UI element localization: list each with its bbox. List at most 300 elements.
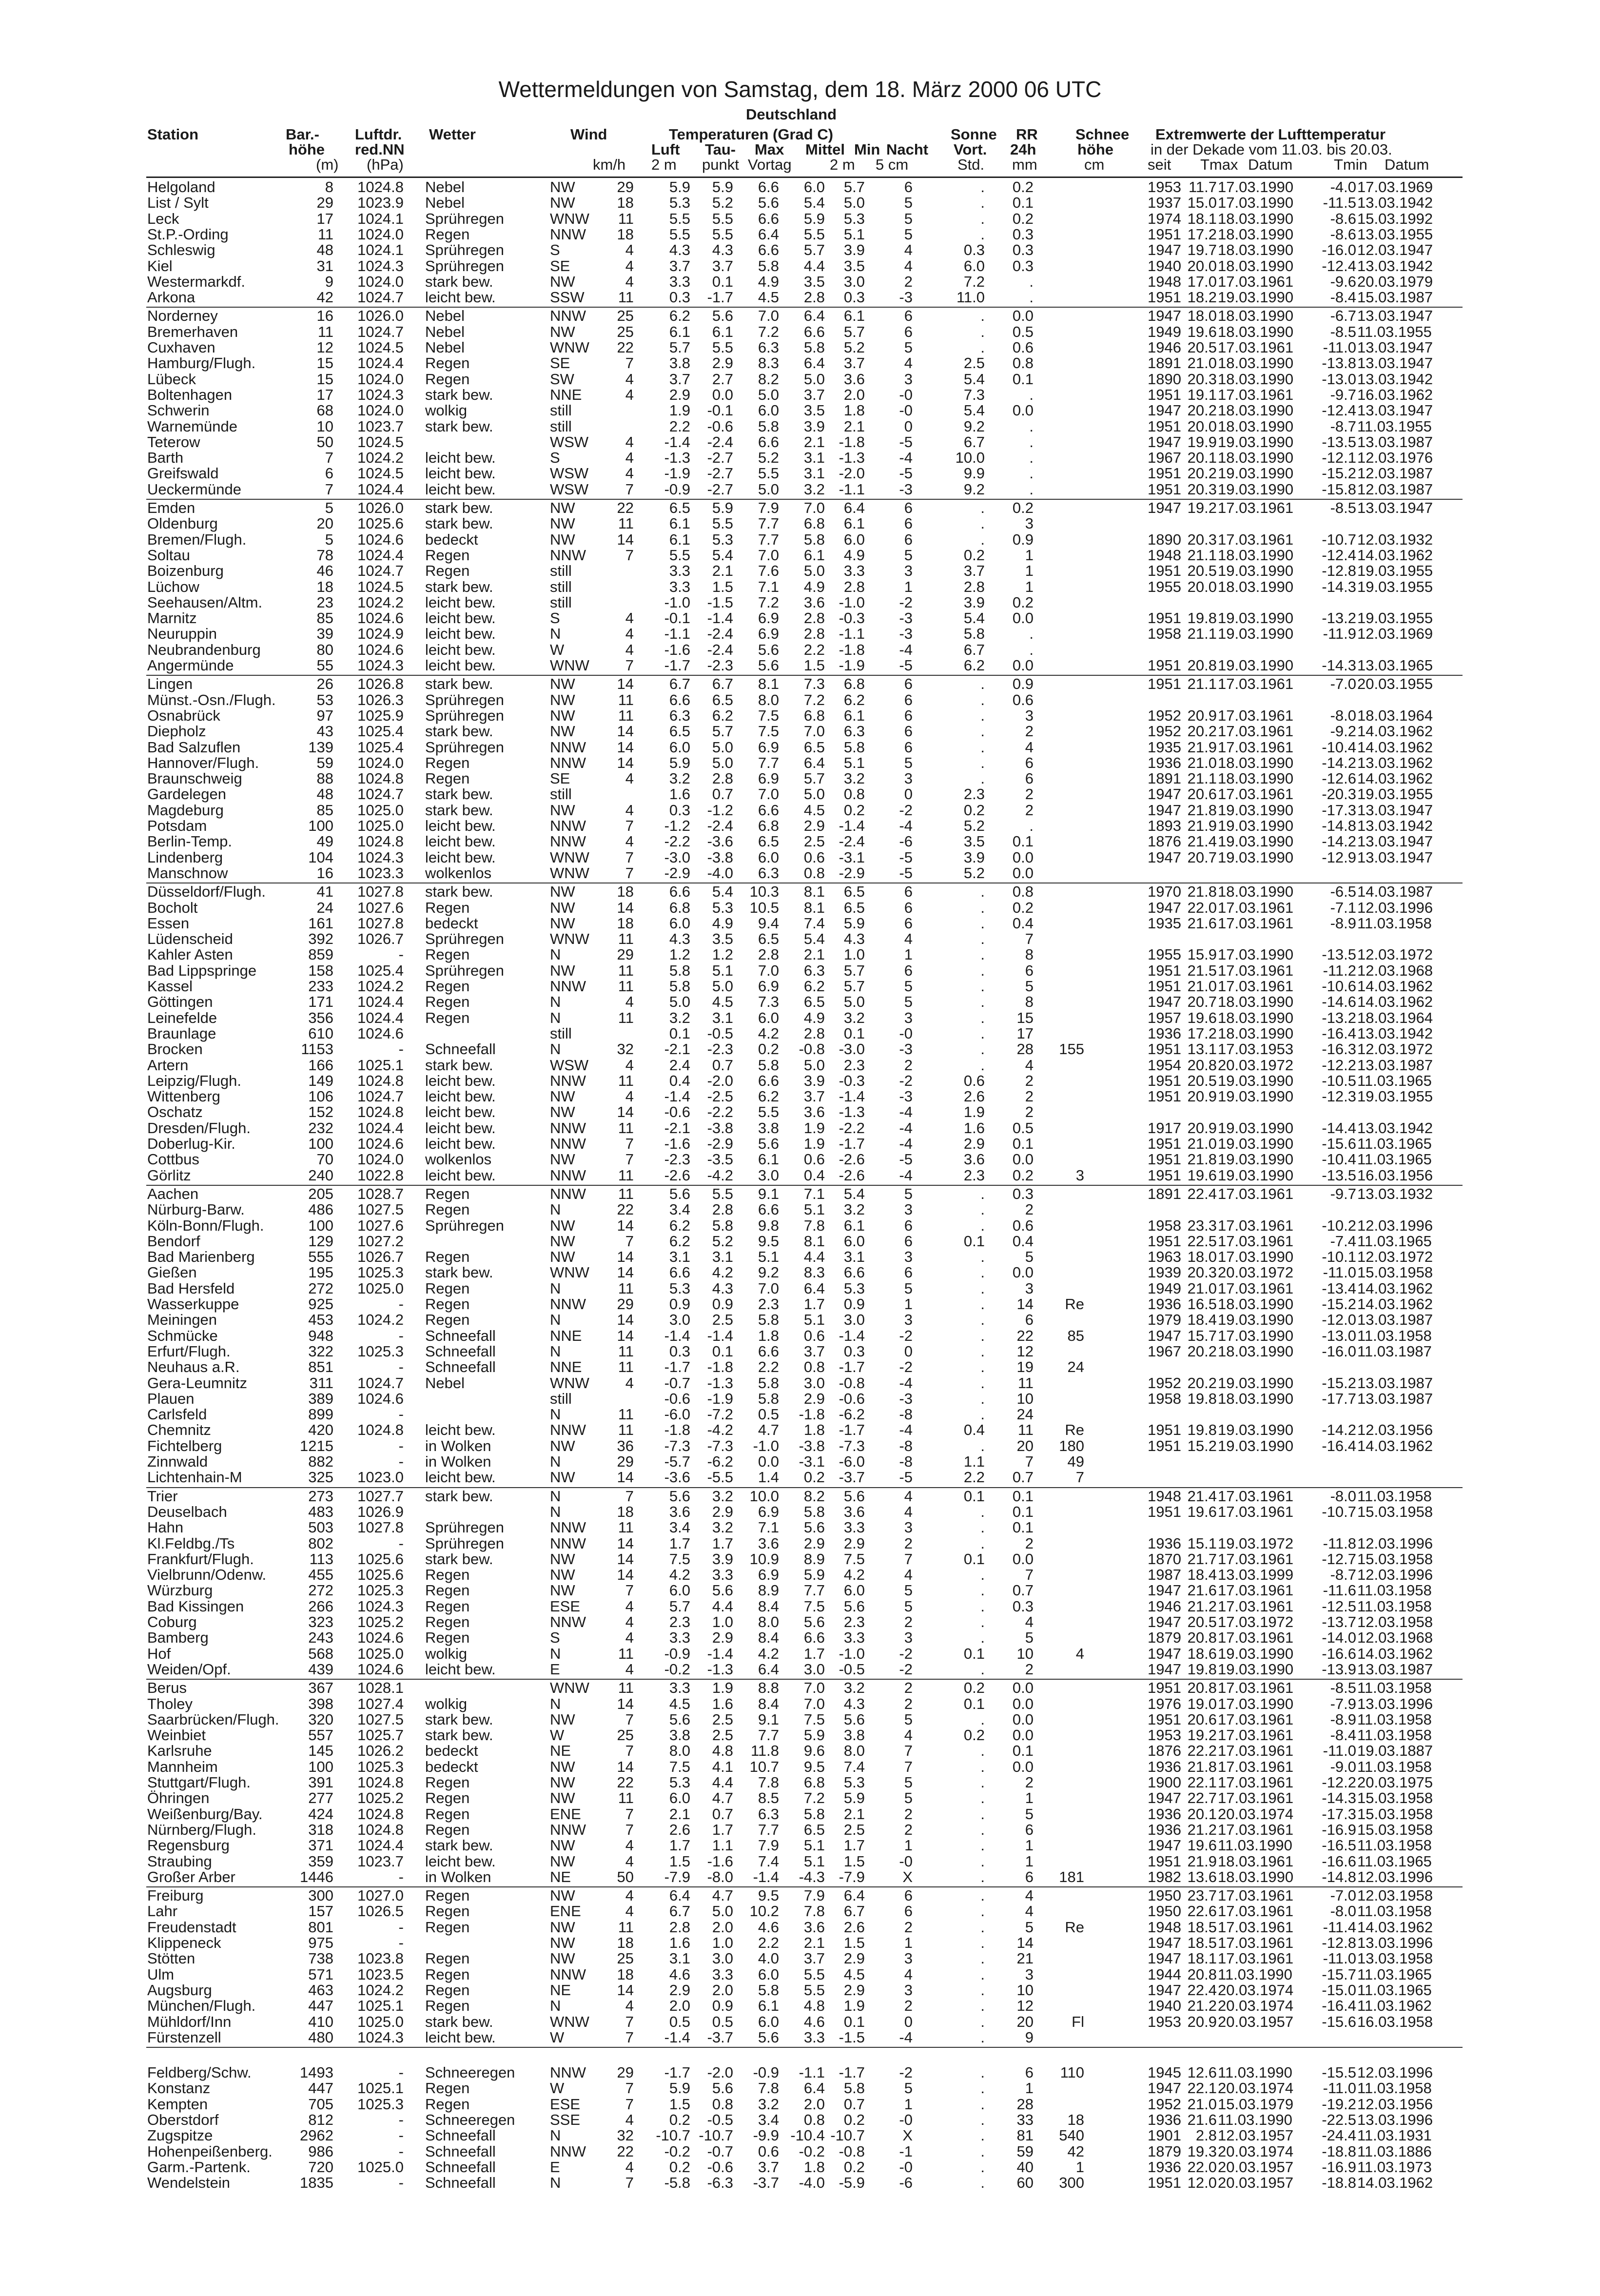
cell-mittel: 6.4 xyxy=(803,307,825,325)
cell-min-2m: -1.8 xyxy=(839,641,865,658)
cell-taupunkt: -6.3 xyxy=(707,2174,733,2192)
cell-luftdruck: 1023.3 xyxy=(357,864,404,882)
cell-tmin-datum: 12.03.1972 xyxy=(1357,1040,1433,1058)
cell-rr: 0.0 xyxy=(1012,307,1034,325)
cell-wetter: Schneefall xyxy=(425,2142,496,2160)
cell-wind-dir: WNW xyxy=(550,657,589,674)
cell-mittel: 2.9 xyxy=(803,1390,825,1407)
cell-min-2m: -0.3 xyxy=(839,609,865,627)
cell-wind-speed: 11 xyxy=(618,706,634,724)
cell-rr: 10 xyxy=(1016,1981,1034,1999)
cell-wind-dir: NW xyxy=(550,1582,575,1599)
cell-rr: 0.3 xyxy=(1012,1597,1034,1615)
cell-sonne: 3.9 xyxy=(963,593,985,611)
cell-rr: 0.0 xyxy=(1012,1264,1034,1281)
cell-tmin: -8.0 xyxy=(1330,1487,1356,1505)
cell-wind-speed: 11 xyxy=(618,1789,634,1807)
cell-tmax: 17.0 xyxy=(1187,273,1217,290)
cell-luftdruck: 1024.7 xyxy=(357,1374,404,1392)
cell-wind-dir: WNW xyxy=(550,210,589,227)
cell-tmax: 2.8 xyxy=(1195,2127,1217,2144)
cell-tmax: 15.1 xyxy=(1187,1534,1217,1552)
cell-tmax-datum: 17.03.1961 xyxy=(1218,706,1294,724)
cell-max-vortag: 6.3 xyxy=(758,864,779,882)
cell-tmin-datum: 17.03.1969 xyxy=(1357,178,1433,196)
cell-min-5cm: -5 xyxy=(899,1151,913,1168)
cell-luftdruck: 1024.3 xyxy=(357,848,404,866)
cell-taupunkt: 4.1 xyxy=(712,1758,733,1775)
cell-max-vortag: 7.0 xyxy=(758,307,779,325)
cell-max-vortag: 7.0 xyxy=(758,962,779,979)
cell-sonne: 6.7 xyxy=(963,433,985,451)
table-row xyxy=(0,994,1600,1010)
cell-bar-hoehe: 986 xyxy=(308,2142,333,2160)
cell-max-vortag: 5.5 xyxy=(758,465,779,482)
cell-min-5cm: -0 xyxy=(899,386,913,403)
cell-rr: 22 xyxy=(1016,1327,1034,1344)
cell-bar-hoehe: 171 xyxy=(308,993,333,1011)
cell-min-5cm: 3 xyxy=(904,770,913,787)
cell-luftdruck: - xyxy=(398,2111,404,2128)
table-row xyxy=(0,2159,1600,2175)
cell-wind-speed: 4 xyxy=(625,1056,634,1074)
cell-taupunkt: 2.8 xyxy=(712,1201,733,1218)
cell-tmax: 19.2 xyxy=(1187,499,1217,516)
cell-min-2m: 0.2 xyxy=(843,2158,865,2176)
cell-wetter: Schneefall xyxy=(425,1342,496,1360)
cell-sonne: 5.2 xyxy=(963,864,985,882)
cell-luftdruck: - xyxy=(398,1918,404,1936)
cell-luft: -1.7 xyxy=(664,657,690,674)
cell-bar-hoehe: 455 xyxy=(308,1566,333,1584)
cell-tmax-datum: 17.03.1961 xyxy=(1218,1742,1294,1760)
cell-tmax: 20.5 xyxy=(1187,1613,1217,1630)
cell-tmin: -20.3 xyxy=(1322,785,1356,803)
cell-rr: 20 xyxy=(1016,2013,1034,2030)
cell-min-5cm: -1 xyxy=(899,2142,913,2160)
cell-luft: -6.0 xyxy=(664,1406,690,1423)
cell-min-2m: 2.8 xyxy=(843,578,865,595)
header-rr-1: RR xyxy=(1016,126,1038,143)
cell-bar-hoehe: 5 xyxy=(325,530,333,548)
cell-sonne: 5.4 xyxy=(963,402,985,419)
cell-seit: 1970 xyxy=(1148,883,1181,901)
cell-min-5cm: 3 xyxy=(904,370,913,388)
cell-luftdruck: 1024.7 xyxy=(357,1088,404,1105)
cell-taupunkt: 3.3 xyxy=(712,1965,733,1983)
cell-min-5cm: 6 xyxy=(904,691,913,708)
cell-luft: 3.3 xyxy=(669,1679,690,1697)
cell-max-vortag: 7.0 xyxy=(758,546,779,564)
cell-mittel: 0.4 xyxy=(803,1166,825,1184)
cell-taupunkt: 5.6 xyxy=(712,1582,733,1599)
cell-tmax-datum: 17.03.1961 xyxy=(1218,1821,1294,1838)
cell-schnee: 300 xyxy=(1059,2174,1084,2192)
cell-bar-hoehe: 16 xyxy=(316,864,333,882)
cell-max-vortag: 8.3 xyxy=(758,354,779,372)
cell-tmax-datum: 17.03.1961 xyxy=(1218,386,1294,403)
cell-tmin-datum: 14.03.1962 xyxy=(1357,1279,1433,1297)
cell-taupunkt: -4.0 xyxy=(707,864,733,882)
cell-station: Düsseldorf/Flugh. xyxy=(147,883,266,901)
cell-tmax-datum: 20.03.1957 xyxy=(1218,2013,1294,2030)
table-row xyxy=(0,1551,1600,1567)
cell-max-vortag: 6.4 xyxy=(758,225,779,243)
cell-seit: 1951 xyxy=(1148,386,1181,403)
cell-min-5cm: -3 xyxy=(899,1088,913,1105)
cell-tmax-datum: 18.03.1990 xyxy=(1218,449,1294,467)
cell-wind-dir: ESE xyxy=(550,1597,581,1615)
cell-luftdruck: 1027.6 xyxy=(357,1217,404,1234)
cell-wind-dir: NW xyxy=(550,1566,575,1584)
cell-station: Weißenburg/Bay. xyxy=(147,1805,263,1823)
cell-min-5cm: 3 xyxy=(904,1629,913,1647)
cell-min-5cm: 5 xyxy=(904,1774,913,1791)
cell-luftdruck: 1025.1 xyxy=(357,2080,404,2097)
cell-bar-hoehe: 356 xyxy=(308,1009,333,1026)
cell-tmin: -12.0 xyxy=(1322,1311,1356,1329)
cell-wetter: Regen xyxy=(425,1311,470,1329)
cell-tmin-datum: 13.03.1947 xyxy=(1357,801,1433,819)
cell-luftdruck: 1025.0 xyxy=(357,1645,404,1662)
cell-mittel: 5.0 xyxy=(803,370,825,388)
cell-seit: 1957 xyxy=(1148,1009,1181,1026)
cell-wind-dir: NNW xyxy=(550,307,586,325)
cell-wind-dir: NNW xyxy=(550,1613,586,1630)
cell-tmax: 18.5 xyxy=(1187,1934,1217,1951)
cell-max-vortag: 5.1 xyxy=(758,1248,779,1266)
cell-tmax-datum: 20.03.1957 xyxy=(1218,2158,1294,2176)
cell-tmax-datum: 17.03.1961 xyxy=(1218,1727,1294,1744)
cell-station: Hamburg/Flugh. xyxy=(147,354,256,372)
cell-mittel: 6.6 xyxy=(803,1629,825,1647)
cell-max-vortag: 5.8 xyxy=(758,1311,779,1329)
cell-bar-hoehe: 158 xyxy=(308,962,333,979)
cell-wind-dir: WSW xyxy=(550,465,589,482)
cell-wind-speed: 14 xyxy=(617,1311,634,1329)
cell-min-2m: -1.1 xyxy=(839,480,865,498)
cell-min-5cm: -5 xyxy=(899,848,913,866)
cell-tmin-datum: 13.03.1996 xyxy=(1357,1934,1433,1951)
header-seit: seit xyxy=(1148,156,1171,173)
cell-tmin-datum: 11.03.1958 xyxy=(1357,1597,1432,1615)
cell-wind-dir: still xyxy=(550,593,572,611)
cell-luft: -2.1 xyxy=(664,1040,690,1058)
cell-seit: 1954 xyxy=(1148,1056,1181,1074)
cell-taupunkt: -2.0 xyxy=(707,1072,733,1089)
cell-wind-dir: SE xyxy=(550,354,570,372)
table-row xyxy=(0,1967,1600,1982)
cell-tmax-datum: 17.03.1961 xyxy=(1218,1597,1294,1615)
cell-wetter: leicht bew. xyxy=(425,641,496,658)
cell-luft: 6.1 xyxy=(669,323,690,340)
cell-rr: 4 xyxy=(1025,738,1034,756)
cell-wind-dir: NW xyxy=(550,1852,575,1870)
cell-wind-dir: N xyxy=(550,2174,561,2192)
cell-tmax: 21.1 xyxy=(1187,675,1217,693)
cell-tmin: -9.0 xyxy=(1330,1758,1356,1775)
cell-mittel: 5.8 xyxy=(803,339,825,356)
cell-luftdruck: 1025.3 xyxy=(357,1758,404,1775)
cell-tmin-datum: 15.03.1958 xyxy=(1357,1805,1433,1823)
cell-min-5cm: 6 xyxy=(904,675,913,693)
cell-seit: 1951 xyxy=(1148,1852,1181,1870)
cell-luft: 5.9 xyxy=(669,178,690,196)
cell-station: Seehausen/Altm. xyxy=(147,593,263,611)
header-temperaturen: Temperaturen (Grad C) xyxy=(669,126,834,143)
cell-wind-dir: NNW xyxy=(550,1519,586,1536)
cell-tmin: -12.2 xyxy=(1322,1056,1356,1074)
cell-mittel: 5.1 xyxy=(803,1311,825,1329)
header-luft-1: Luft xyxy=(651,141,680,158)
cell-max-vortag: 6.4 xyxy=(758,1660,779,1678)
cell-min-2m: -1.7 xyxy=(839,1135,865,1152)
cell-luft: 1.2 xyxy=(669,946,690,963)
cell-seit: 1947 xyxy=(1148,402,1181,419)
cell-rr: 2 xyxy=(1025,1103,1034,1121)
cell-min-2m: 3.5 xyxy=(843,257,865,275)
cell-luft: -1.4 xyxy=(664,433,690,451)
cell-max-vortag: 6.9 xyxy=(758,609,779,627)
cell-wetter: wolkenlos xyxy=(425,1151,492,1168)
cell-tmin-datum: 14.03.1962 xyxy=(1357,1437,1433,1454)
cell-rr: 0.0 xyxy=(1012,1550,1034,1568)
cell-sonne: . xyxy=(980,738,985,756)
cell-luftdruck: - xyxy=(398,2127,404,2144)
cell-bar-hoehe: 389 xyxy=(308,1390,333,1407)
cell-sonne: . xyxy=(980,1040,985,1058)
cell-tmin-datum: 11.03.1965 xyxy=(1357,1965,1432,1983)
cell-station: Ulm xyxy=(147,1965,175,1983)
cell-wind-speed: 4 xyxy=(625,801,634,819)
cell-luft: 5.5 xyxy=(669,210,690,227)
table-row xyxy=(0,290,1600,305)
cell-sonne: 0.6 xyxy=(963,1072,985,1089)
cell-luft: 0.2 xyxy=(669,2158,690,2176)
cell-mittel: 5.6 xyxy=(803,1519,825,1536)
cell-wetter: Sprühregen xyxy=(425,257,505,275)
cell-max-vortag: 6.3 xyxy=(758,339,779,356)
cell-station: Klippeneck xyxy=(147,1934,221,1951)
cell-mittel: 3.5 xyxy=(803,273,825,290)
header-wind: Wind xyxy=(570,126,607,143)
cell-mittel: 1.5 xyxy=(803,657,825,674)
cell-taupunkt: 1.0 xyxy=(712,1613,733,1630)
cell-wind-dir: NNW xyxy=(550,754,586,771)
cell-seit: 1936 xyxy=(1148,1758,1181,1775)
cell-min-5cm: 6 xyxy=(904,1887,913,1904)
cell-mittel: 2.8 xyxy=(803,1024,825,1042)
cell-max-vortag: 8.4 xyxy=(758,1629,779,1647)
cell-min-5cm: 3 xyxy=(904,1519,913,1536)
cell-rr: 81 xyxy=(1016,2127,1034,2144)
cell-luftdruck: 1024.8 xyxy=(357,833,404,850)
cell-station: Gardelegen xyxy=(147,785,227,803)
cell-bar-hoehe: 106 xyxy=(308,1088,333,1105)
cell-wind-dir: SSW xyxy=(550,289,585,306)
cell-tmax-datum: 17.03.1961 xyxy=(1218,785,1294,803)
cell-bar-hoehe: 1493 xyxy=(300,2064,333,2081)
cell-sonne: . xyxy=(980,1934,985,1951)
cell-mittel: 6.8 xyxy=(803,515,825,532)
cell-min-2m: 3.2 xyxy=(843,1679,865,1697)
cell-wind-dir: NE xyxy=(550,1868,571,1885)
cell-taupunkt: 5.5 xyxy=(712,515,733,532)
cell-sonne: 2.3 xyxy=(963,785,985,803)
cell-luft: 4.3 xyxy=(669,930,690,948)
cell-luftdruck: 1024.8 xyxy=(357,1072,404,1089)
cell-min-2m: -1.1 xyxy=(839,625,865,643)
cell-station: Bocholt xyxy=(147,899,198,916)
cell-min-2m: 2.3 xyxy=(843,1613,865,1630)
cell-tmin-datum: 11.03.1958 xyxy=(1357,1727,1432,1744)
cell-rr: 0.2 xyxy=(1012,499,1034,516)
header-max-1: Max xyxy=(755,141,784,158)
cell-min-5cm: -0 xyxy=(899,1852,913,1870)
cell-luftdruck: 1024.4 xyxy=(357,354,404,372)
cell-wind-dir: NNW xyxy=(550,1119,586,1137)
cell-max-vortag: 6.9 xyxy=(758,978,779,995)
cell-tmax-datum: 11.03.1990 xyxy=(1218,2111,1292,2128)
cell-station: Diepholz xyxy=(147,723,206,740)
cell-luftdruck: 1026.0 xyxy=(357,307,404,325)
cell-bar-hoehe: 705 xyxy=(308,2095,333,2113)
cell-min-5cm: -3 xyxy=(899,480,913,498)
cell-rr: 10 xyxy=(1016,1390,1034,1407)
cell-rr: 0.0 xyxy=(1012,609,1034,627)
cell-station: Augsburg xyxy=(147,1981,212,1999)
cell-seit: 1951 xyxy=(1148,562,1181,580)
cell-tmin-datum: 12.03.1972 xyxy=(1357,1248,1433,1266)
cell-max-vortag: 7.5 xyxy=(758,706,779,724)
cell-max-vortag: 9.1 xyxy=(758,1185,779,1202)
cell-mittel: 0.2 xyxy=(803,1469,825,1486)
cell-taupunkt: -7.3 xyxy=(707,1437,733,1454)
header-luftdr-1: Luftdr. xyxy=(355,126,402,143)
cell-rr: 0.8 xyxy=(1012,354,1034,372)
cell-rr: 7 xyxy=(1025,930,1034,948)
cell-mittel: -3.1 xyxy=(799,1453,825,1470)
cell-sonne: 3.7 xyxy=(963,562,985,580)
cell-sonne: . xyxy=(980,1837,985,1854)
cell-tmax: 18.0 xyxy=(1187,307,1217,325)
cell-luft: 1.5 xyxy=(669,2095,690,2113)
cell-min-2m: 3.0 xyxy=(843,1311,865,1329)
cell-seit: 1953 xyxy=(1148,178,1181,196)
cell-min-5cm: 6 xyxy=(904,1903,913,1920)
cell-tmin-datum: 13.03.1955 xyxy=(1357,225,1433,243)
cell-tmin: -10.1 xyxy=(1322,1248,1356,1266)
cell-min-5cm: 3 xyxy=(904,1009,913,1026)
cell-wind-dir: N xyxy=(550,1406,561,1423)
cell-rr: 0.0 xyxy=(1012,1758,1034,1775)
cell-min-2m: 5.2 xyxy=(843,339,865,356)
cell-min-2m: -7.9 xyxy=(839,1868,865,1885)
cell-min-5cm: -3 xyxy=(899,609,913,627)
cell-max-vortag: 5.6 xyxy=(758,657,779,674)
cell-min-2m: 4.2 xyxy=(843,1566,865,1584)
cell-wind-dir: N xyxy=(550,993,561,1011)
cell-max-vortag: 8.4 xyxy=(758,1695,779,1712)
cell-rr: 0.3 xyxy=(1012,1185,1034,1202)
cell-mittel: 4.6 xyxy=(803,2013,825,2030)
cell-luft: -1.6 xyxy=(664,641,690,658)
cell-luftdruck: 1024.8 xyxy=(357,1805,404,1823)
cell-seit: 1951 xyxy=(1148,480,1181,498)
cell-mittel: 3.6 xyxy=(803,1918,825,1936)
cell-luftdruck: 1025.4 xyxy=(357,738,404,756)
cell-tmin: -15.8 xyxy=(1322,480,1356,498)
cell-tmax: 18.5 xyxy=(1187,1918,1217,1936)
table-row xyxy=(0,1120,1600,1136)
cell-wind-dir: WSW xyxy=(550,480,589,498)
cell-wetter: Regen xyxy=(425,1821,470,1838)
cell-tmin-datum: 11.03.1958 xyxy=(1357,1903,1432,1920)
cell-luftdruck: 1024.0 xyxy=(357,754,404,771)
cell-seit: 1950 xyxy=(1148,1887,1181,1904)
cell-taupunkt: 4.5 xyxy=(712,993,733,1011)
cell-min-2m: -2.9 xyxy=(839,864,865,882)
cell-bar-hoehe: 610 xyxy=(308,1024,333,1042)
cell-luft: 6.1 xyxy=(669,530,690,548)
cell-min-2m: 1.8 xyxy=(843,402,865,419)
cell-wind-dir: NW xyxy=(550,178,575,196)
cell-luftdruck: 1025.6 xyxy=(357,1566,404,1584)
cell-wind-speed: 11 xyxy=(618,1358,634,1376)
cell-mittel: 8.1 xyxy=(803,883,825,901)
cell-mittel: 8.2 xyxy=(803,1487,825,1505)
cell-wind-dir: WNW xyxy=(550,2013,589,2030)
cell-bar-hoehe: 557 xyxy=(308,1727,333,1744)
cell-max-vortag: 4.5 xyxy=(758,289,779,306)
cell-min-5cm: -4 xyxy=(899,1119,913,1137)
cell-mittel: 5.4 xyxy=(803,930,825,948)
cell-rr: 0.1 xyxy=(1012,1135,1034,1152)
cell-taupunkt: 5.5 xyxy=(712,1185,733,1202)
cell-max-vortag: 2.2 xyxy=(758,1934,779,1951)
cell-seit: 1936 xyxy=(1148,1805,1181,1823)
cell-wetter: wolkig xyxy=(425,1695,468,1712)
cell-station: Aachen xyxy=(147,1185,199,1202)
cell-taupunkt: -1.6 xyxy=(707,1852,733,1870)
cell-wind-speed: 14 xyxy=(617,1327,634,1344)
cell-seit: 1949 xyxy=(1148,1279,1181,1297)
cell-seit: 1936 xyxy=(1148,1024,1181,1042)
cell-wetter: leicht bew. xyxy=(425,1421,496,1439)
cell-wind-dir: NNW xyxy=(550,1821,586,1838)
cell-luftdruck: 1023.7 xyxy=(357,417,404,435)
cell-min-5cm: -6 xyxy=(899,833,913,850)
cell-sonne: 7.3 xyxy=(963,386,985,403)
cell-schnee: 85 xyxy=(1067,1327,1084,1344)
table-row xyxy=(0,1599,1600,1614)
cell-wetter: in Wolken xyxy=(425,1437,491,1454)
cell-min-2m: 3.0 xyxy=(843,273,865,290)
cell-luft: 6.4 xyxy=(669,1887,690,1904)
cell-sonne: . xyxy=(980,1295,985,1313)
cell-wind-dir: N xyxy=(550,1009,561,1026)
cell-wind-speed: 11 xyxy=(618,1009,634,1026)
cell-wind-speed: 29 xyxy=(617,1453,634,1470)
cell-luft: 6.8 xyxy=(669,899,690,916)
table-row xyxy=(0,626,1600,642)
cell-min-5cm: 6 xyxy=(904,723,913,740)
cell-tmax-datum: 18.03.1990 xyxy=(1218,354,1294,372)
table-row xyxy=(0,850,1600,865)
cell-tmax: 20.3 xyxy=(1187,370,1217,388)
cell-max-vortag: 7.0 xyxy=(758,785,779,803)
cell-tmax: 23.7 xyxy=(1187,1887,1217,1904)
